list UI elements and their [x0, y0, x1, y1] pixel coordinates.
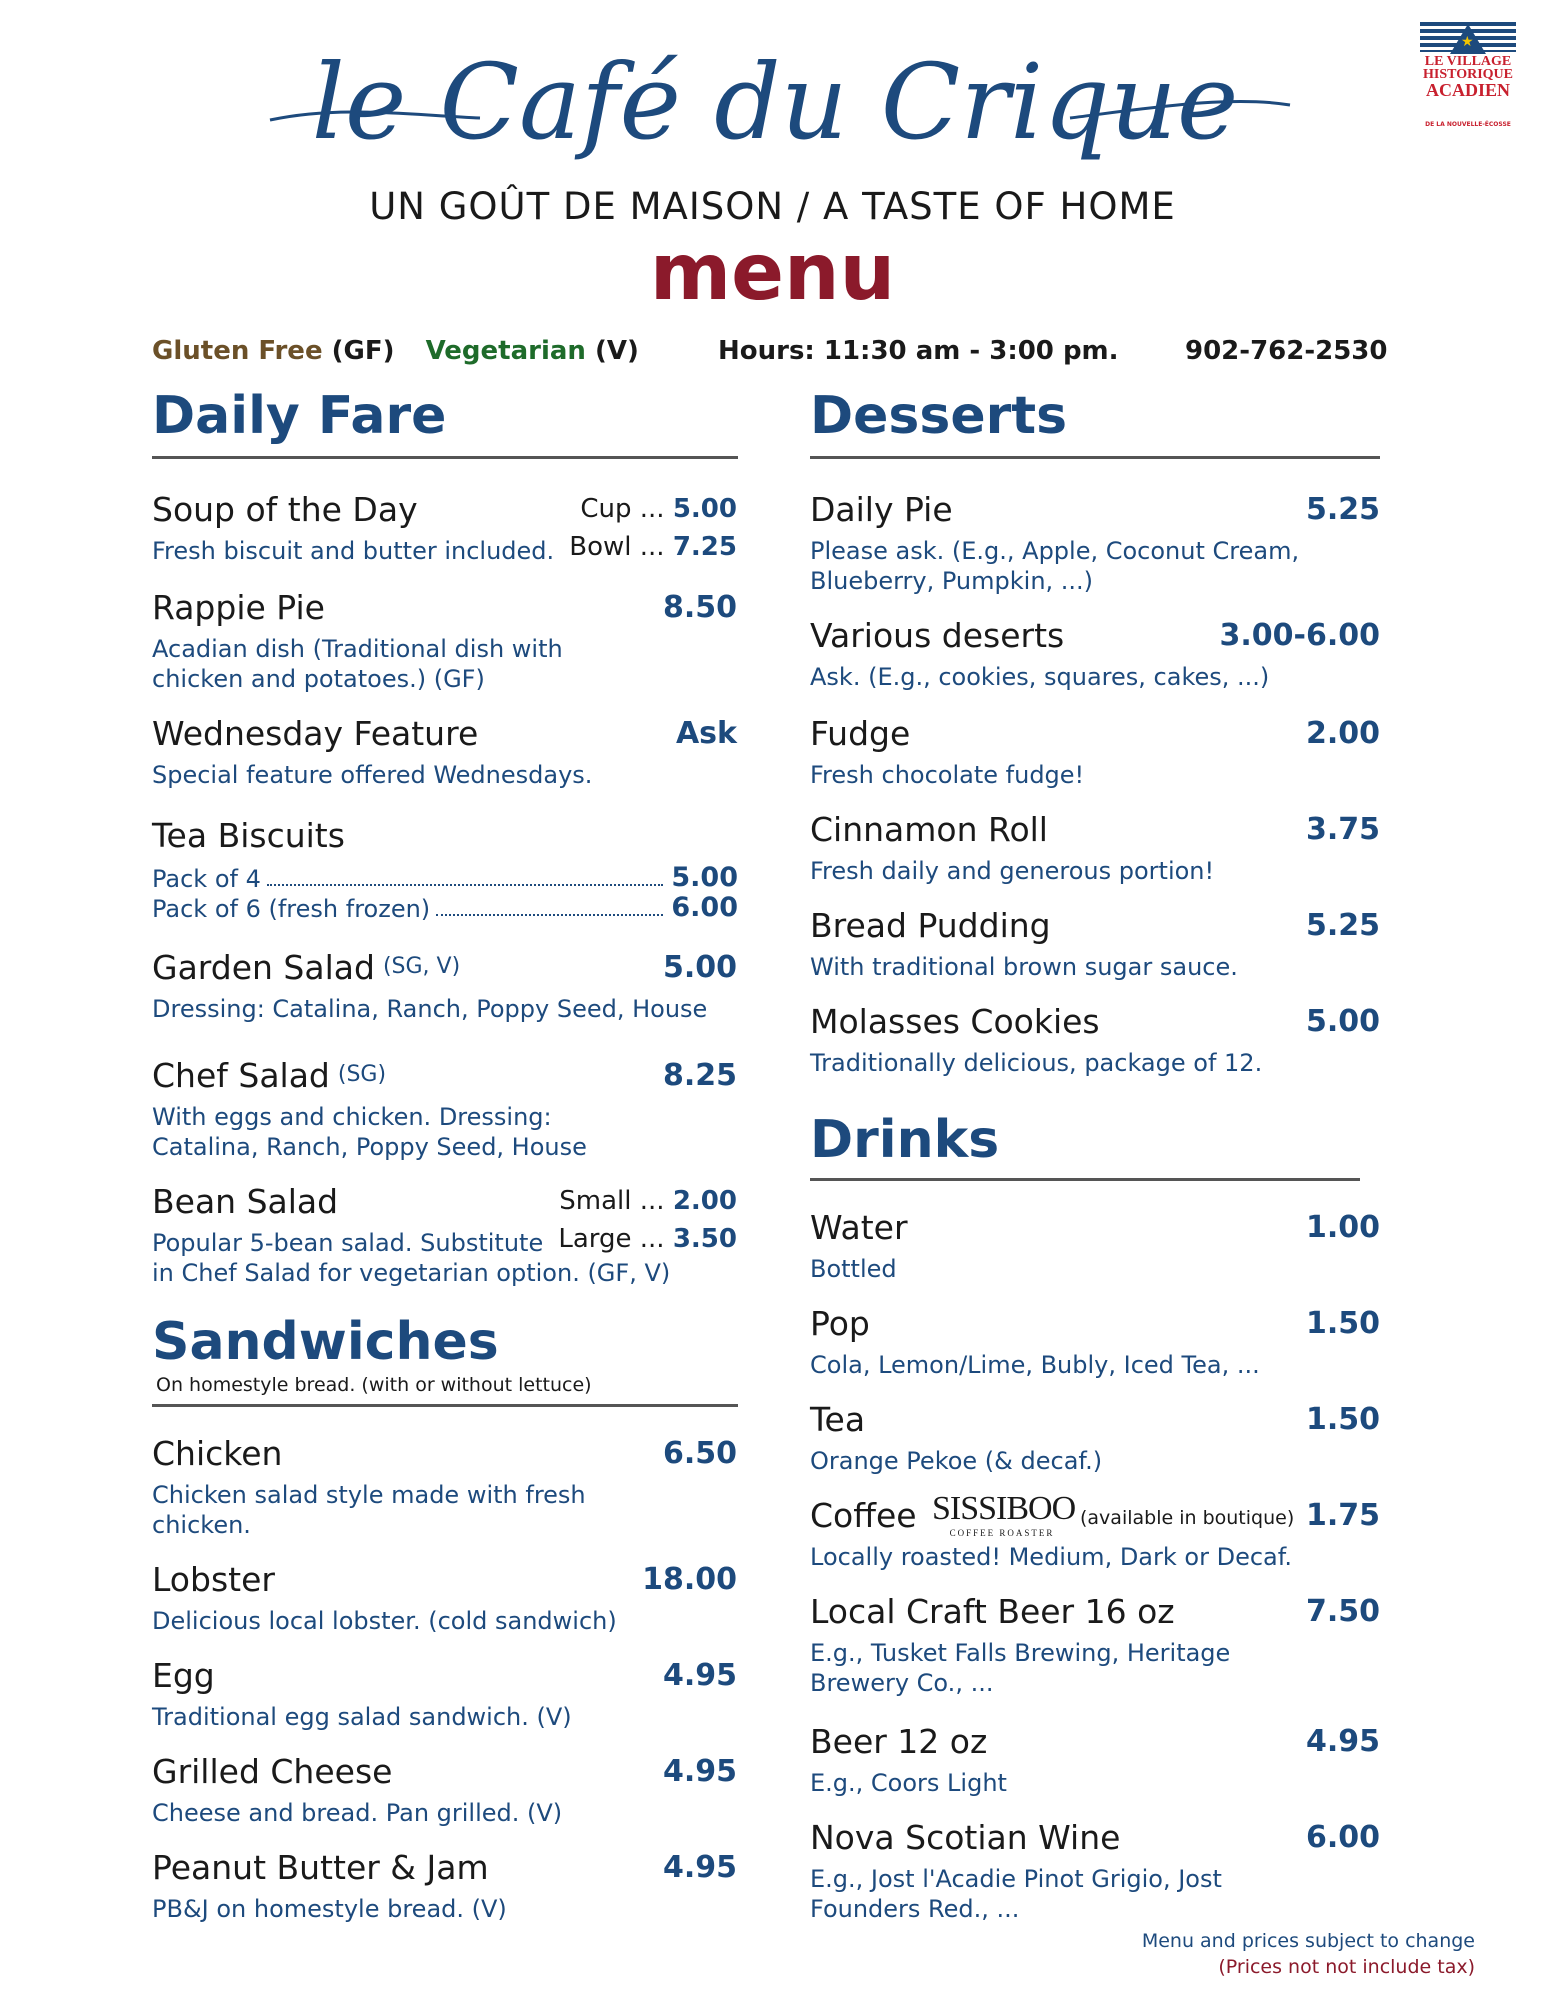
drink-item-name: Local Craft Beer 16 oz	[810, 1592, 1175, 1631]
sandwich-item-name: Peanut Butter & Jam	[152, 1848, 489, 1887]
title-text: le Café du Crique	[311, 41, 1239, 163]
sandwich-item-price: 6.50	[662, 1436, 737, 1471]
chef-label: Chef Salad	[152, 1056, 330, 1095]
sandwich-item-desc1: Chicken salad style made with fresh	[152, 1481, 586, 1509]
pack6-leader	[436, 914, 663, 916]
sandwich-item-price: 4.95	[662, 1658, 737, 1693]
bowl-price: 7.25	[672, 532, 737, 562]
logo-line4: DE LA NOUVELLE-ÉCOSSE	[1425, 121, 1511, 128]
sandwich-item-price: 18.00	[642, 1562, 737, 1597]
rappie-desc	[152, 634, 563, 694]
garden-label: Garden Salad	[152, 948, 375, 987]
cafe-title	[250, 10, 1300, 180]
large-price: 3.50	[672, 1224, 737, 1254]
dessert-item-name: Cinnamon Roll	[810, 810, 1048, 849]
gf-label: Gluten Free	[152, 336, 323, 366]
dessert-item-desc1: Fresh daily and generous portion!	[810, 857, 1215, 885]
menu-heading: menu	[649, 228, 896, 318]
chef-price: 8.25	[662, 1058, 737, 1093]
hours: Hours: 11:30 am - 3:00 pm.	[718, 336, 1119, 366]
drink-item-name: Coffee	[810, 1496, 917, 1535]
garden-desc: Dressing: Catalina, Ranch, Poppy Seed, House	[152, 995, 708, 1023]
chef-name	[152, 1056, 386, 1095]
sissiboo-sub: COFFEE ROASTER	[949, 1528, 1055, 1538]
drink-item-desc1: Orange Pekoe (& decaf.)	[810, 1447, 1103, 1475]
sandwiches-heading: Sandwiches	[152, 1312, 499, 1372]
large-label: Large ...	[558, 1224, 673, 1254]
dietary-legend	[152, 336, 639, 366]
sandwich-item-price: 4.95	[662, 1850, 737, 1885]
pack6-price: 6.00	[671, 892, 738, 923]
sandwich-item-name: Grilled Cheese	[152, 1752, 393, 1791]
soup-cup	[580, 494, 737, 524]
drink-item-desc	[810, 1350, 1260, 1380]
dessert-item-desc	[810, 662, 1269, 692]
sandwich-item-name: Egg	[152, 1656, 215, 1695]
sissiboo-name: SISSIBOO	[932, 1490, 1076, 1527]
veg-label: Vegetarian	[425, 336, 586, 366]
drink-item-desc1: Locally roasted! Medium, Dark or Decaf.	[810, 1543, 1293, 1571]
sandwich-item-name: Lobster	[152, 1560, 275, 1599]
bowl-label: Bowl ...	[569, 532, 673, 562]
bean-desc	[152, 1228, 670, 1288]
footer-note-2: (Prices not not include tax)	[1218, 1956, 1475, 1978]
sandwiches-subheading: On homestyle bread. (with or without lettuce)	[156, 1374, 592, 1396]
biscuits-name: Tea Biscuits	[152, 816, 345, 855]
drink-item-desc	[810, 1768, 1007, 1798]
daily-fare-rule	[152, 456, 738, 459]
biscuits-pack4	[152, 862, 738, 893]
star-icon: ★	[1461, 34, 1474, 50]
rappie-desc-2: chicken and potatoes.) (GF)	[152, 665, 485, 693]
tagline: UN GOÛT DE MAISON / A TASTE OF HOME	[369, 185, 1176, 228]
drink-item-desc	[810, 1638, 1230, 1698]
dessert-item-name: Fudge	[810, 714, 911, 753]
veg-code: (V)	[585, 336, 639, 366]
garden-price: 5.00	[662, 950, 737, 985]
cup-label: Cup ...	[580, 494, 673, 524]
dessert-item-name: Various deserts	[810, 616, 1065, 655]
drink-item-price: 1.75	[1305, 1498, 1380, 1533]
drink-item-name: Tea	[810, 1400, 866, 1439]
drink-item-desc	[810, 1446, 1102, 1476]
drink-item-price: 1.50	[1305, 1402, 1380, 1437]
pack4-leader	[267, 884, 664, 886]
dessert-item-name: Molasses Cookies	[810, 1002, 1100, 1041]
village-logo	[1420, 22, 1516, 132]
soup-bowl	[569, 532, 737, 562]
sandwiches-rule	[152, 1404, 738, 1407]
garden-name	[152, 948, 460, 987]
drink-item-price: 1.50	[1305, 1306, 1380, 1341]
drink-item-desc1: Cola, Lemon/Lime, Bubly, Iced Tea, ...	[810, 1351, 1260, 1379]
logo-line3: ACADIEN	[1425, 80, 1510, 100]
dessert-item-desc	[810, 536, 1299, 596]
dessert-item-desc1: Please ask. (E.g., Apple, Coconut Cream,	[810, 537, 1300, 565]
wednesday-price: Ask	[675, 716, 737, 751]
logo-line2: HISTORIQUE	[1423, 67, 1513, 82]
sandwich-item-desc	[152, 1606, 617, 1636]
rappie-name: Rappie Pie	[152, 588, 325, 627]
sandwich-item-desc1: PB&J on homestyle bread. (V)	[152, 1895, 507, 1923]
drinks-heading: Drinks	[810, 1110, 1000, 1170]
wednesday-desc: Special feature offered Wednesdays.	[152, 761, 593, 789]
sandwich-item-desc1: Delicious local lobster. (cold sandwich)	[152, 1607, 617, 1635]
sandwich-item-desc1: Traditional egg salad sandwich. (V)	[152, 1703, 572, 1731]
sandwich-item-desc1: Cheese and bread. Pan grilled. (V)	[152, 1799, 563, 1827]
drink-item-price: 6.00	[1305, 1820, 1380, 1855]
dessert-item-desc1: Traditionally delicious, package of 12.	[810, 1049, 1263, 1077]
chef-desc	[152, 1102, 587, 1162]
desserts-rule	[810, 456, 1380, 459]
dessert-item-price: 5.25	[1305, 908, 1380, 943]
chef-desc-1: With eggs and chicken. Dressing:	[152, 1103, 552, 1131]
sissiboo-logo	[932, 1490, 1076, 1538]
chef-tag: (SG)	[337, 1062, 387, 1087]
sandwich-item-desc2: chicken.	[152, 1511, 251, 1539]
drink-item-desc1: E.g., Tusket Falls Brewing, Heritage	[810, 1639, 1231, 1667]
rappie-desc-1: Acadian dish (Traditional dish with	[152, 635, 563, 663]
drink-item-desc	[810, 1864, 1222, 1924]
bean-desc-1: Popular 5-bean salad. Substitute	[152, 1229, 544, 1257]
dessert-item-desc1: Ask. (E.g., cookies, squares, cakes, ...)	[810, 663, 1270, 691]
sandwich-item-desc	[152, 1798, 562, 1828]
chef-desc-2: Catalina, Ranch, Poppy Seed, House	[152, 1133, 587, 1161]
wednesday-name: Wednesday Feature	[152, 714, 479, 753]
dessert-item-desc	[810, 1048, 1262, 1078]
garden-tag: (SG, V)	[382, 954, 461, 979]
drink-item-desc1: E.g., Coors Light	[810, 1769, 1007, 1797]
cup-price: 5.00	[672, 494, 737, 524]
dessert-item-desc	[810, 760, 1084, 790]
logo-text	[1420, 55, 1516, 99]
soup-desc: Fresh biscuit and butter included.	[152, 537, 555, 565]
small-label: Small ...	[559, 1186, 673, 1216]
dessert-item-price: 3.00-6.00	[1219, 618, 1380, 653]
bean-desc-2: in Chef Salad for vegetarian option. (GF, V)	[152, 1259, 671, 1287]
phone: 902-762-2530	[1185, 336, 1388, 366]
logo-line1: LE VILLAGE	[1424, 54, 1512, 69]
sandwich-item-desc	[152, 1702, 572, 1732]
sandwich-item-price: 4.95	[662, 1754, 737, 1789]
drink-item-price: 1.00	[1305, 1210, 1380, 1245]
pack6-label: Pack of 6 (fresh frozen)	[152, 895, 431, 923]
sandwich-item-name: Chicken	[152, 1434, 283, 1473]
dessert-item-desc	[810, 856, 1214, 886]
rappie-price: 8.50	[662, 590, 737, 625]
bean-small	[559, 1186, 737, 1216]
coffee-note: (available in boutique)	[1080, 1507, 1295, 1529]
drink-item-desc	[810, 1542, 1292, 1572]
sandwich-item-desc	[152, 1480, 586, 1540]
drink-item-desc	[810, 1254, 897, 1284]
drink-item-name: Water	[810, 1208, 908, 1247]
drink-item-name: Nova Scotian Wine	[810, 1818, 1121, 1857]
small-price: 2.00	[672, 1186, 737, 1216]
sandwich-item-desc	[152, 1894, 507, 1924]
drink-item-price: 7.50	[1305, 1594, 1380, 1629]
dessert-item-price: 5.00	[1305, 1004, 1380, 1039]
pack4-price: 5.00	[671, 862, 738, 893]
pack4-label: Pack of 4	[152, 865, 261, 893]
footer-note-1: Menu and prices subject to change	[1141, 1930, 1475, 1952]
bean-name: Bean Salad	[152, 1182, 339, 1221]
dessert-item-price: 2.00	[1305, 716, 1380, 751]
gf-code: (GF)	[322, 336, 395, 366]
dessert-item-name: Bread Pudding	[810, 906, 1051, 945]
dessert-item-desc2: Blueberry, Pumpkin, ...)	[810, 567, 1094, 595]
drinks-rule	[810, 1178, 1360, 1181]
drink-item-desc1: Bottled	[810, 1255, 897, 1283]
dessert-item-price: 3.75	[1305, 812, 1380, 847]
dessert-item-desc1: Fresh chocolate fudge!	[810, 761, 1085, 789]
dessert-item-name: Daily Pie	[810, 490, 953, 529]
drink-item-desc2: Founders Red., ...	[810, 1895, 1020, 1923]
dessert-item-desc1: With traditional brown sugar sauce.	[810, 953, 1238, 981]
biscuits-pack6	[152, 892, 738, 923]
drink-item-name: Beer 12 oz	[810, 1722, 988, 1761]
dessert-item-desc	[810, 952, 1238, 982]
soup-name: Soup of the Day	[152, 490, 418, 529]
drink-item-name: Pop	[810, 1304, 870, 1343]
drink-item-price: 4.95	[1305, 1724, 1380, 1759]
dessert-item-price: 5.25	[1305, 492, 1380, 527]
drink-item-desc1: E.g., Jost l'Acadie Pinot Grigio, Jost	[810, 1865, 1222, 1893]
drink-item-desc2: Brewery Co., ...	[810, 1669, 994, 1697]
daily-fare-heading: Daily Fare	[152, 386, 447, 446]
desserts-heading: Desserts	[810, 386, 1068, 446]
